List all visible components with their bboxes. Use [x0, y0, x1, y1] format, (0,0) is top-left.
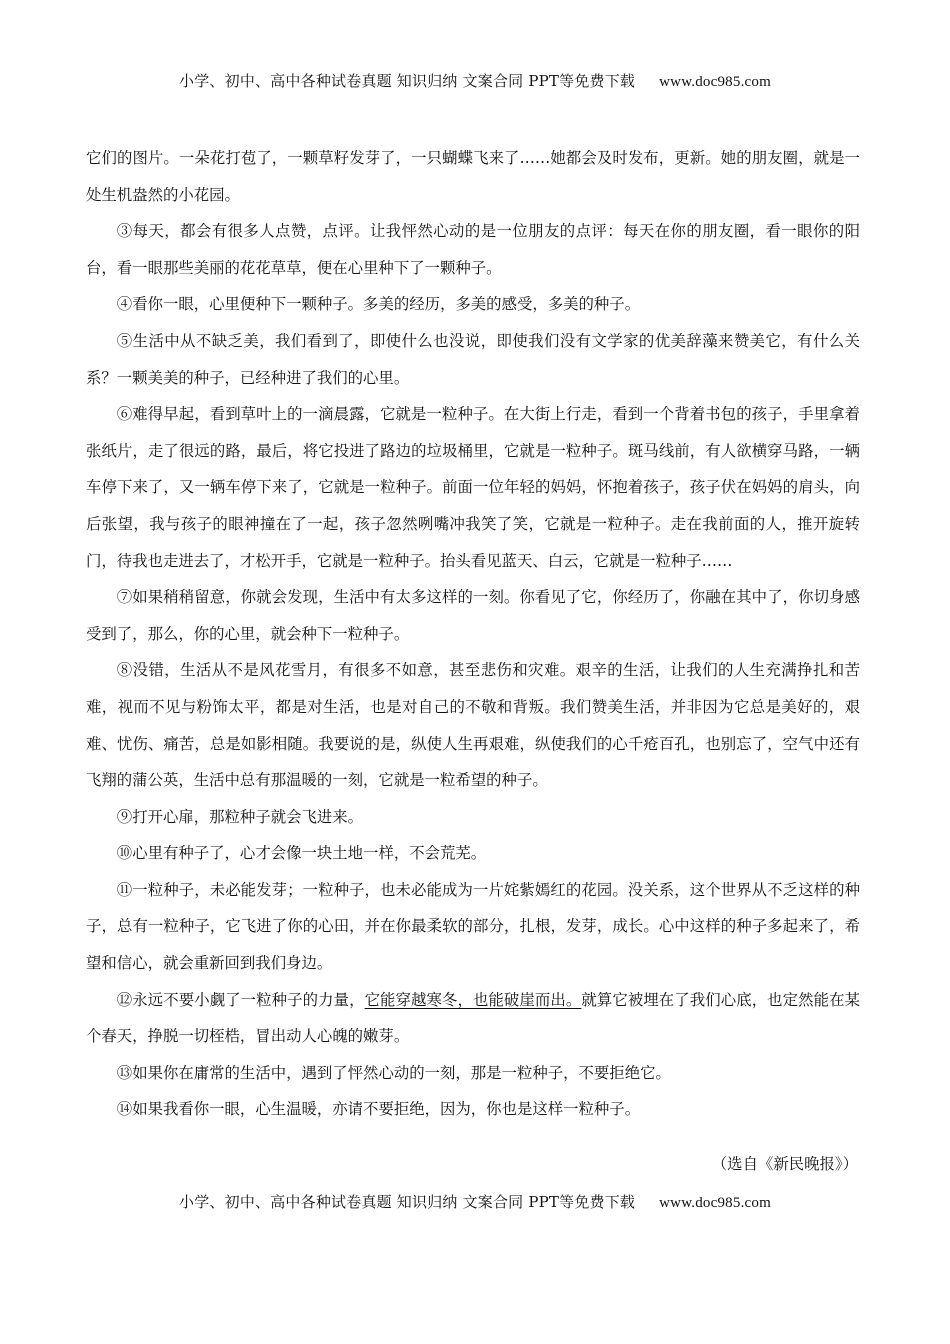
paragraph-8: ⑧没错，生活从不是风花雪月，有很多不如意，甚至悲伤和灾难。艰辛的生活，让我们的人生充满挣扎和苦难，视而不见与粉饰太平，都是对生活，也是对自己的不敬和背叛。我们赞美生活，并非因为它总是美好的，艰难、忧伤、痛苦，总是如影相随。我要说的是，纵使人生再艰难，纵使我们的心千疮百孔，也别忘了，空气中还有飞翔的蒲公英，生活中总有那温暖的一刻，它就是一粒希望的种子。: [86, 661, 860, 790]
paragraph-10: ⑩心里有种子了，心才会像一块土地一样，不会荒芜。: [116, 844, 487, 863]
underlined-sentence: 它能穿越寒冬，也能破崖而出。: [364, 990, 582, 1009]
paragraph-11: ⑪一粒种子，未必能发芽；一粒种子，也未必能成为一片姹紫嫣红的花园。没关系，这个世界从不乏这样的种子，总有一粒种子，它飞进了你的心田，并在你最柔软的部分，扎根，发芽，成长。心中这样的种子多起来了，希望和信心，就会重新回到我们身边。: [86, 880, 860, 973]
paragraph-13: ⑬如果你在庸常的生活中，遇到了怦然心动的一刻，那是一粒种子，不要拒绝它。: [116, 1063, 671, 1082]
header-text: 小学、初中、高中各种试卷真题 知识归纳 文案合同 PPT等免费下载: [179, 72, 636, 90]
paragraph-12-end: 就算它被埋在了我们心底，也定然能在某个春天，挣脱一切桎梏，冒出动人心魄的嫩芽。: [86, 990, 860, 1046]
paragraph-2-continued: 它们的图片。一朵花打苞了，一颗草籽发芽了，一只蝴蝶飞来了……她都会及时发布，更新。她的朋友圈，就是一处生机盎然的小花园。: [86, 149, 860, 204]
paragraph-3: ③每天，都会有很多人点赞，点评。让我怦然心动的是一位朋友的点评：每天在你的朋友圈，看一眼你的阳台，看一眼那些美丽的花花草草，便在心里种下了一颗种子。: [86, 222, 860, 277]
source-citation: （选自《新民晚报》）: [711, 1155, 858, 1173]
footer-text: 小学、初中、高中各种试卷真题 知识归纳 文案合同 PPT等免费下载: [179, 1193, 636, 1211]
footer-banner: [0, 1191, 950, 1212]
header-url[interactable]: www.doc985.com: [659, 74, 771, 90]
paragraph-5: ⑤生活中从不缺乏美，我们看到了，即使什么也没说，即使我们没有文学家的优美辞藻来赞美它，有什么关系？一颗美美的种子，已经种进了我们的心里。: [86, 331, 860, 387]
paragraph-7: ⑦如果稍稍留意，你就会发现，生活中有太多这样的一刻。你看见了它，你经历了，你融在其中了，你切身感受到了，那么，你的心里，就会种下一粒种子。: [86, 588, 860, 643]
paragraph-12-start: ⑫永远不要小觑了一粒种子的力量，: [116, 990, 365, 1009]
article-body: [86, 140, 860, 1128]
paragraph-12: [86, 982, 860, 1055]
paragraph-9: ⑨打开心扉，那粒种子就会飞进来。: [116, 807, 364, 826]
header-banner: [0, 70, 950, 91]
paragraph-4: ④看你一眼，心里便种下一颗种子。多美的经历，多美的感受，多美的种子。: [116, 295, 641, 314]
footer-url[interactable]: www.doc985.com: [659, 1195, 771, 1211]
paragraph-6: ⑥难得早起，看到草叶上的一滴晨露，它就是一粒种子。在大街上行走，看到一个背着书包的孩子，手里拿着张纸片，走了很远的路，最后，将它投进了路边的垃圾桶里，它就是一粒种子。斑马线前，有人欲横穿马路，一辆车停下来了，又一辆车停下来了，它就是一粒种子。前面一位年轻的妈妈，怀抱着孩子，孩子伏在妈妈的肩头，向后张望，我与孩子的眼神撞在了一起，孩子忽然咧嘴冲我笑了笑，它就是一粒种子。走在我前面的人，推开旋转门，待我也走进去了，才松开手，它就是一粒种子。抬头看见蓝天、白云，它就是一粒种子……: [86, 405, 860, 570]
paragraph-14: ⑭如果我看你一眼，心生温暖，亦请不要拒绝，因为，你也是这样一粒种子。: [116, 1100, 641, 1119]
